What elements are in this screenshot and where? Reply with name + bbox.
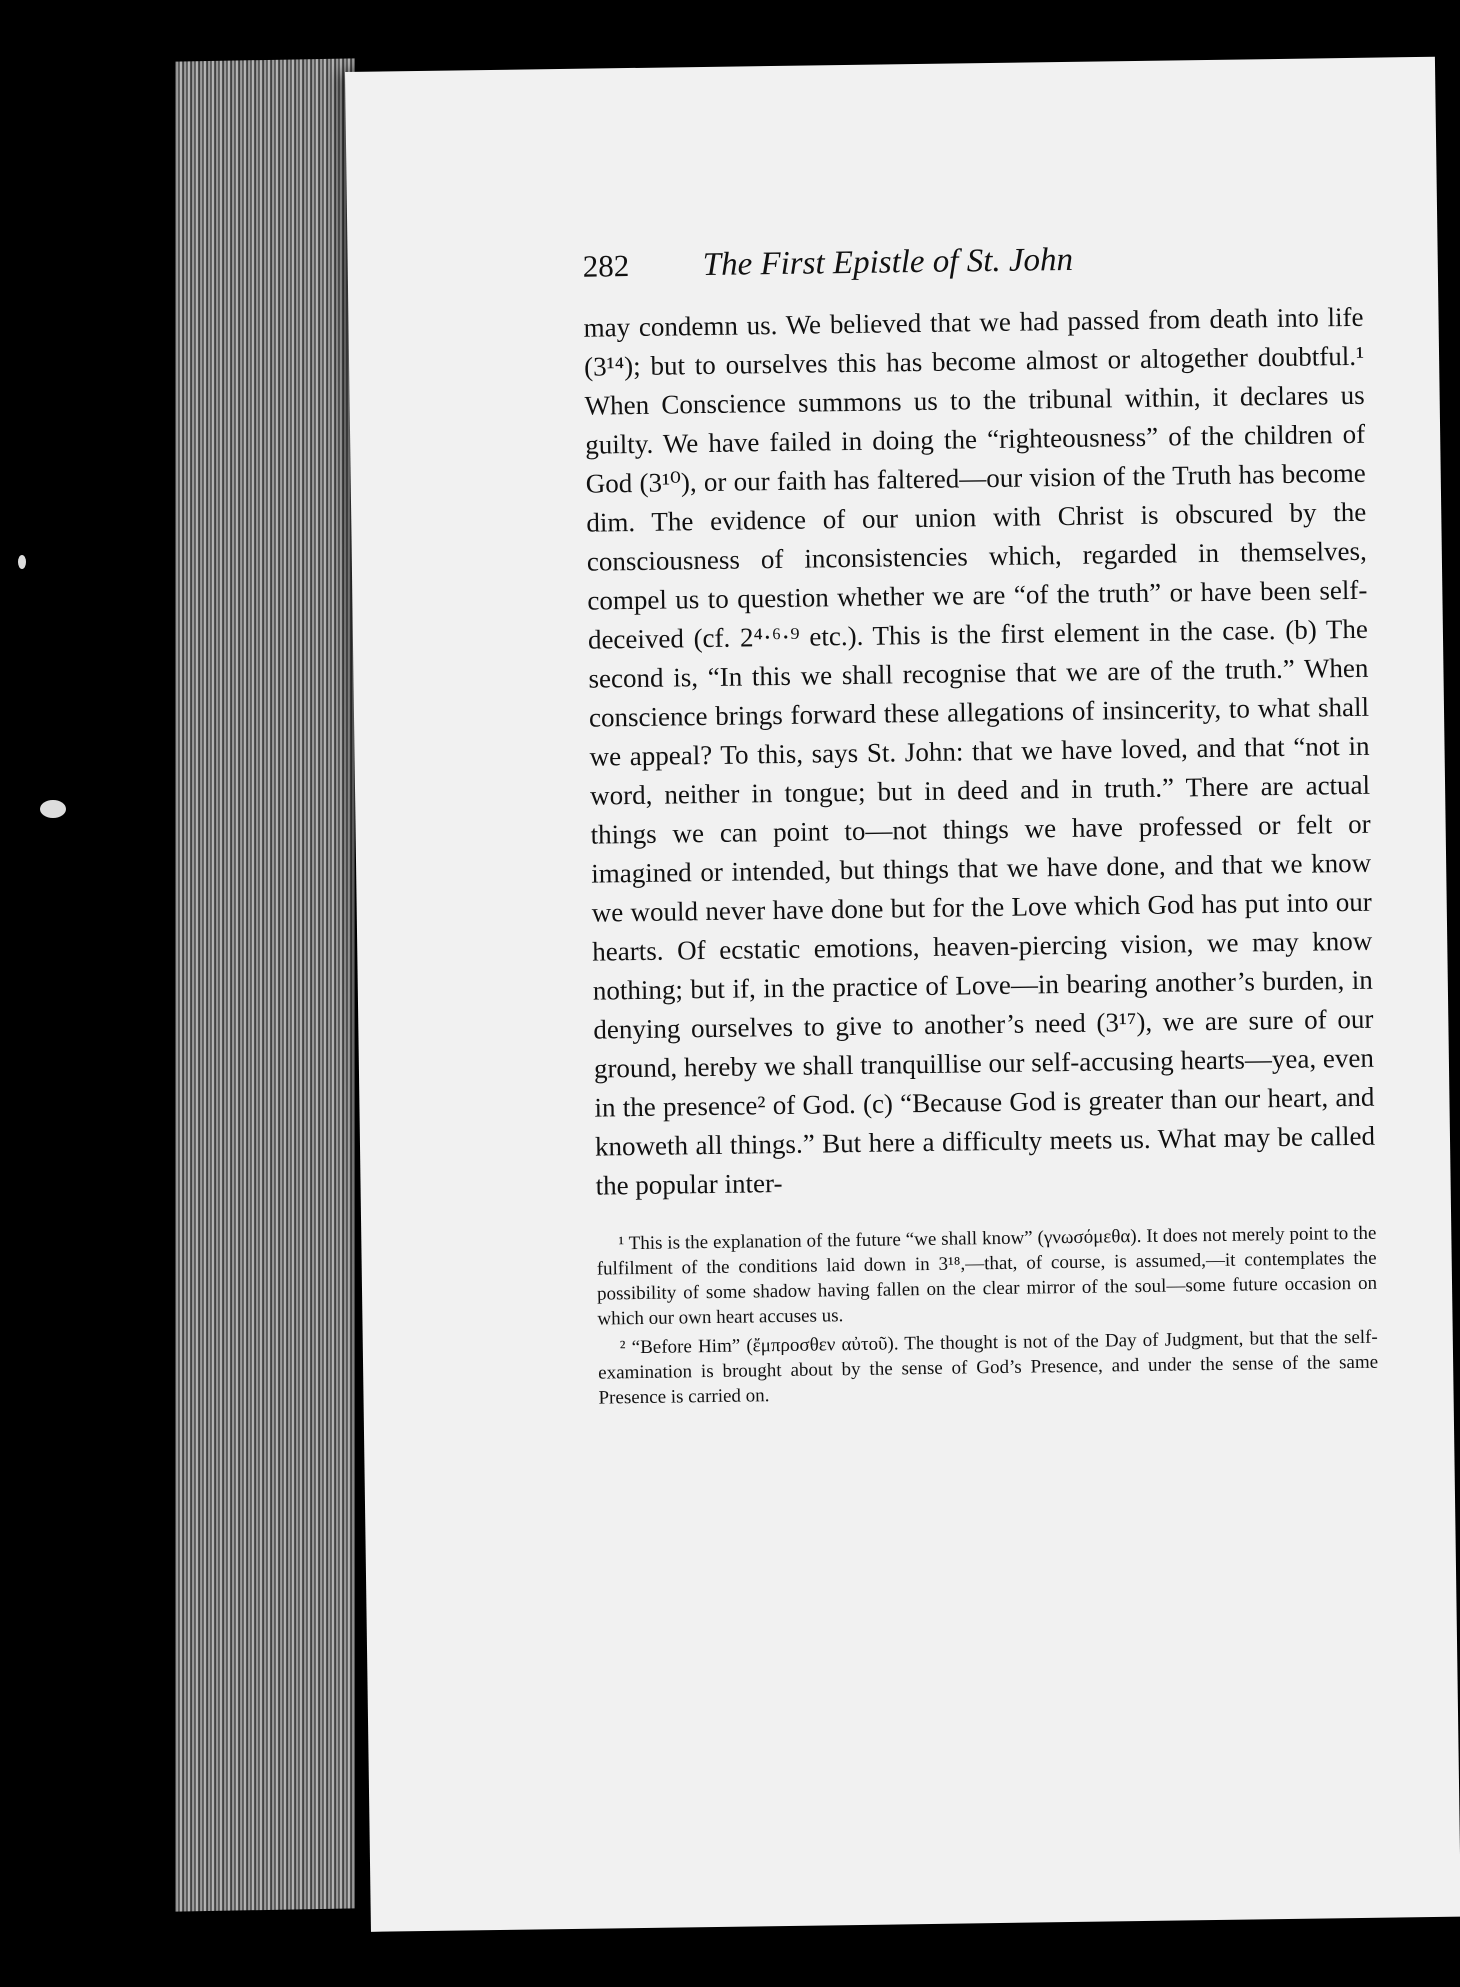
running-header xyxy=(582,238,1363,309)
footnote-2: ² “Before Him” (ἔμπροσθεν αὐτοῦ). The thought is not of the Day of Judgment, but that the self-examination is brought about by the sense of God’s Presence, and under the sense of the same Presence is carried on. xyxy=(598,1326,1379,1409)
book-page xyxy=(345,57,1460,1932)
running-title: The First Epistle of St. John xyxy=(702,241,1074,284)
page-content xyxy=(582,238,1378,1415)
dust-speck xyxy=(18,555,26,569)
book-page-edges xyxy=(175,58,355,1911)
footnotes xyxy=(596,1221,1378,1411)
footnote-1: ¹ This is the explanation of the future “we shall know” (γνωσόμεθα). It does not merely point to the fulfilment of the conditions laid down in 3¹⁸,—that, of course, is assumed,—it contemplates the possibility of some shadow having fallen on the clear mirror of the soul—some future occasion on which our own heart accuses us. xyxy=(596,1222,1378,1330)
page-number: 282 xyxy=(582,248,630,284)
dust-speck xyxy=(40,800,66,818)
body-paragraph: may condemn us. We believed that we had passed from death into life (3¹⁴); but to ourselves this has become almost or altogether doubtful.¹ When Conscience summons us to the tribunal within, it declares us guilty. We have failed in doing the “righteousness” of the children of God (3¹⁰), or our faith has faltered—our vision of the Truth has become dim. The evidence of our union with Christ is obscured by the consciousness of inconsistencies which, regarded in themselves, compel us to question whether we are “of the truth” or have been self-deceived (cf. 2⁴·⁶·⁹ etc.). This is the first element in the case. (b) The second is, “In this we shall recognise that we are of the truth.” When conscience brings forward these allegations of insincerity, to what shall we appeal? To this, says St. John: that we have loved, and that “not in word, neither in tongue; but in deed and in truth.” There are actual things we can point to—not things we have professed or felt or imagined or intended, but things that we have done, and that we know we would never have done but for the Love which God has put into our hearts. Of ecstatic emotions, heaven-piercing vision, we may know nothing; but if, in the practice of Love—in bearing another’s burden, in denying ourselves to give to another’s need (3¹⁷), we are sure of our ground, hereby we shall tranquillise our self-accusing hearts—yea, even in the presence² of God. (c) “Because God is greater than our heart, and knoweth all things.” But here a difficulty meets us. What may be called the popular inter- xyxy=(583,301,1376,1201)
